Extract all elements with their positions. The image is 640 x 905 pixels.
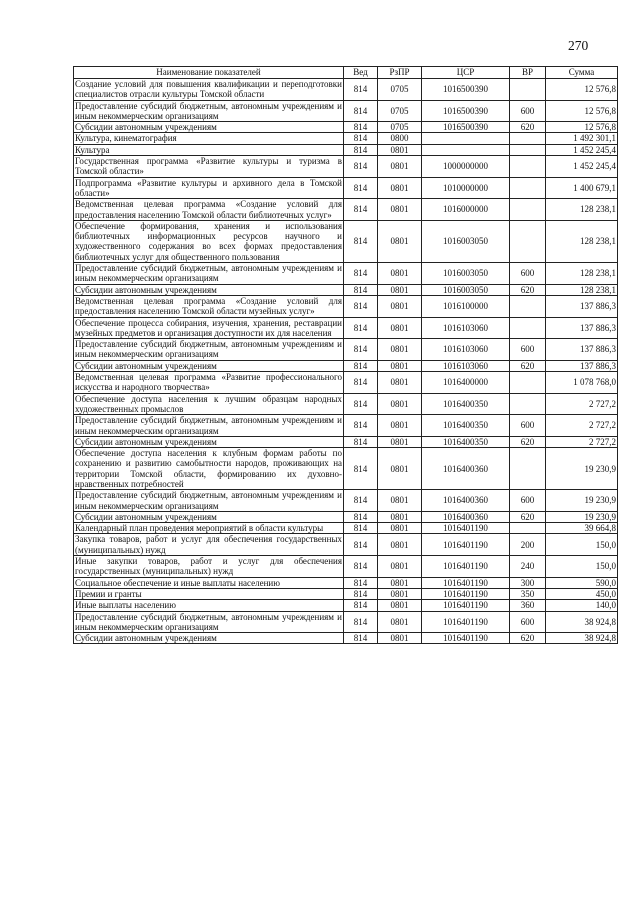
row-vr [510, 220, 546, 262]
row-name: Предоставление субсидий бюджетным, автономным учреждениям и иным некоммерческим организациям [75, 490, 342, 511]
row-vr: 300 [510, 577, 546, 588]
row-name: Предоставление субсидий бюджетным, автономным учреждениям и иным некоммерческим организациям [75, 415, 342, 436]
row-name: Ведомственная целевая программа «Создание условий для предоставления населению Томской области музейных услуг» [75, 295, 342, 317]
row-ved: 814 [344, 156, 378, 178]
row-name: Субсидии автономным учреждениям [74, 436, 344, 447]
row-vr: 200 [510, 534, 546, 556]
table-row [74, 600, 618, 611]
row-rzpr: 0801 [378, 600, 422, 611]
row-csr: 1016500390 [422, 100, 510, 122]
header-vr: ВР [510, 67, 546, 79]
row-name: Закупка товаров, работ и услуг для обеспечения государственных (муниципальных) нужд [75, 534, 342, 555]
row-ved: 814 [344, 415, 378, 437]
row-csr: 1016401190 [422, 633, 510, 644]
table-row [74, 79, 618, 101]
table-row [74, 295, 618, 317]
row-ved: 814 [344, 79, 378, 101]
row-rzpr: 0801 [378, 534, 422, 556]
row-name: Обеспечение формирования, хранения и использования библиотечных информационных ресурсов научного и художественного содержания во всех формах предоставления библиотечных услуг для общественного пользования [75, 220, 342, 262]
row-rzpr: 0801 [378, 511, 422, 522]
row-csr: 1016401190 [422, 556, 510, 578]
row-csr: 1016000000 [422, 199, 510, 221]
row-name: Иные выплаты населению [74, 600, 344, 611]
table-row [74, 556, 618, 578]
header-ved: Вед [344, 67, 378, 79]
row-rzpr: 0705 [378, 122, 422, 133]
table-row [74, 523, 618, 534]
row-sum: 12 576,8 [546, 100, 618, 122]
row-csr: 1016401190 [422, 534, 510, 556]
table-row [74, 511, 618, 522]
row-csr: 1016003050 [422, 220, 510, 262]
table-row [74, 317, 618, 339]
row-csr: 1016003050 [422, 284, 510, 295]
table-row [74, 534, 618, 556]
row-vr [510, 393, 546, 415]
row-ved: 814 [344, 577, 378, 588]
row-sum: 140,0 [546, 600, 618, 611]
row-ved: 814 [344, 177, 378, 199]
table-row [74, 133, 618, 144]
row-vr [510, 448, 546, 490]
row-csr: 1016400360 [422, 511, 510, 522]
row-vr [510, 317, 546, 339]
row-ved: 814 [344, 295, 378, 317]
header-name: Наименование показателей [74, 67, 344, 79]
row-sum: 12 576,8 [546, 122, 618, 133]
row-rzpr: 0801 [378, 177, 422, 199]
row-vr: 620 [510, 122, 546, 133]
row-name: Субсидии автономным учреждениям [74, 360, 344, 371]
row-csr: 1016400350 [422, 393, 510, 415]
row-vr [510, 133, 546, 144]
row-name: Предоставление субсидий бюджетным, автономным учреждениям и иным некоммерческим организациям [75, 263, 342, 284]
row-ved: 814 [344, 490, 378, 512]
row-vr: 600 [510, 415, 546, 437]
row-ved: 814 [344, 220, 378, 262]
row-csr: 1010000000 [422, 177, 510, 199]
row-vr: 600 [510, 263, 546, 285]
row-csr: 1016401190 [422, 600, 510, 611]
table-row [74, 372, 618, 394]
row-vr: 620 [510, 360, 546, 371]
row-vr: 240 [510, 556, 546, 578]
row-name: Субсидии автономным учреждениям [74, 284, 344, 295]
row-sum: 128 238,1 [546, 263, 618, 285]
row-ved: 814 [344, 511, 378, 522]
row-name: Ведомственная целевая программа «Развитие профессионального искусства и народного творчества» [75, 372, 342, 393]
row-rzpr: 0801 [378, 393, 422, 415]
row-vr: 600 [510, 490, 546, 512]
table-row [74, 284, 618, 295]
row-vr: 600 [510, 339, 546, 361]
row-csr: 1016401190 [422, 577, 510, 588]
row-name: Подпрограмма «Развитие культуры и архивного дела в Томской области» [75, 177, 342, 198]
row-csr [422, 133, 510, 144]
row-csr: 1016500390 [422, 79, 510, 101]
row-rzpr: 0801 [378, 263, 422, 285]
row-sum: 2 727,2 [546, 415, 618, 437]
row-rzpr: 0801 [378, 448, 422, 490]
budget-table [73, 66, 618, 644]
row-rzpr: 0801 [378, 144, 422, 155]
row-csr: 1016400360 [422, 448, 510, 490]
row-ved: 814 [344, 633, 378, 644]
table-row [74, 360, 618, 371]
row-name: Премии и гранты [74, 588, 344, 599]
row-rzpr: 0801 [378, 556, 422, 578]
table-row [74, 436, 618, 447]
row-name: Предоставление субсидий бюджетным, автономным учреждениям и иным некоммерческим организациям [75, 611, 342, 632]
row-sum: 1 492 301,1 [546, 133, 618, 144]
row-rzpr: 0801 [378, 220, 422, 262]
row-name: Обеспечение процесса собирания, изучения, хранения, реставрации музейных предметов и организация доступности их для населения [75, 317, 342, 338]
row-sum: 137 886,3 [546, 317, 618, 339]
row-sum: 137 886,3 [546, 339, 618, 361]
table-row [74, 122, 618, 133]
row-sum: 128 238,1 [546, 220, 618, 262]
table-row [74, 144, 618, 155]
row-sum: 128 238,1 [546, 199, 618, 221]
row-csr: 1016400350 [422, 415, 510, 437]
table-row [74, 339, 618, 361]
row-csr: 1016400360 [422, 490, 510, 512]
row-csr: 1016500390 [422, 122, 510, 133]
row-vr [510, 199, 546, 221]
row-sum: 1 400 679,1 [546, 177, 618, 199]
row-ved: 814 [344, 588, 378, 599]
row-sum: 1 452 245,4 [546, 156, 618, 178]
row-csr: 1016100000 [422, 295, 510, 317]
row-vr [510, 295, 546, 317]
table-row [74, 611, 618, 633]
row-sum: 12 576,8 [546, 79, 618, 101]
row-rzpr: 0801 [378, 339, 422, 361]
row-name: Создание условий для повышения квалификации и переподготовки специалистов отрасли культуры Томской области [75, 79, 342, 100]
row-ved: 814 [344, 263, 378, 285]
row-sum: 450,0 [546, 588, 618, 599]
header-csr: ЦСР [422, 67, 510, 79]
row-csr: 1016401190 [422, 523, 510, 534]
row-csr: 1000000000 [422, 156, 510, 178]
table-row [74, 577, 618, 588]
row-sum: 2 727,2 [546, 436, 618, 447]
row-vr [510, 79, 546, 101]
row-vr [510, 177, 546, 199]
table-row [74, 156, 618, 178]
row-vr: 620 [510, 284, 546, 295]
row-sum: 137 886,3 [546, 295, 618, 317]
row-vr [510, 156, 546, 178]
row-rzpr: 0801 [378, 360, 422, 371]
row-name: Культура [74, 144, 344, 155]
row-ved: 814 [344, 284, 378, 295]
row-ved: 814 [344, 448, 378, 490]
row-csr: 1016400000 [422, 372, 510, 394]
row-rzpr: 0800 [378, 133, 422, 144]
row-vr: 620 [510, 633, 546, 644]
row-name: Субсидии автономным учреждениям [74, 633, 344, 644]
row-ved: 814 [344, 534, 378, 556]
row-rzpr: 0801 [378, 284, 422, 295]
row-sum: 150,0 [546, 556, 618, 578]
row-ved: 814 [344, 436, 378, 447]
row-ved: 814 [344, 339, 378, 361]
row-sum: 150,0 [546, 534, 618, 556]
row-name: Обеспечение доступа населения к лучшим образцам народных художественных промыслов [75, 393, 342, 414]
row-sum: 38 924,8 [546, 633, 618, 644]
row-ved: 814 [344, 144, 378, 155]
row-sum: 19 230,9 [546, 511, 618, 522]
row-sum: 1 452 245,4 [546, 144, 618, 155]
table-row [74, 199, 618, 221]
row-name: Иные закупки товаров, работ и услуг для обеспечения государственных (муниципальных) нужд [75, 556, 342, 577]
table-row [74, 100, 618, 122]
table-row [74, 220, 618, 262]
row-rzpr: 0801 [378, 588, 422, 599]
row-rzpr: 0801 [378, 633, 422, 644]
row-ved: 814 [344, 100, 378, 122]
row-rzpr: 0801 [378, 523, 422, 534]
row-sum: 590,0 [546, 577, 618, 588]
row-name: Субсидии автономным учреждениям [74, 511, 344, 522]
row-csr: 1016103060 [422, 317, 510, 339]
row-sum: 19 230,9 [546, 448, 618, 490]
row-name: Календарный план проведения мероприятий в области культуры [74, 523, 344, 534]
row-rzpr: 0705 [378, 79, 422, 101]
row-ved: 814 [344, 600, 378, 611]
row-sum: 19 230,9 [546, 490, 618, 512]
row-rzpr: 0801 [378, 611, 422, 633]
row-ved: 814 [344, 199, 378, 221]
row-vr [510, 523, 546, 534]
row-rzpr: 0801 [378, 490, 422, 512]
row-vr: 620 [510, 436, 546, 447]
row-name: Ведомственная целевая программа «Создание условий для предоставления населению Томской области библиотечных услуг» [75, 199, 342, 220]
row-ved: 814 [344, 611, 378, 633]
table-row [74, 588, 618, 599]
row-rzpr: 0801 [378, 577, 422, 588]
row-vr [510, 144, 546, 155]
row-name: Социальное обеспечение и иные выплаты населению [74, 577, 344, 588]
row-sum: 2 727,2 [546, 393, 618, 415]
row-name: Государственная программа «Развитие культуры и туризма в Томской области» [75, 156, 342, 177]
row-vr: 600 [510, 611, 546, 633]
page-number: 270 [568, 38, 589, 53]
table-row [74, 448, 618, 490]
row-rzpr: 0801 [378, 317, 422, 339]
row-ved: 814 [344, 372, 378, 394]
row-rzpr: 0801 [378, 295, 422, 317]
table-row [74, 263, 618, 285]
row-vr: 350 [510, 588, 546, 599]
row-sum: 38 924,8 [546, 611, 618, 633]
row-ved: 814 [344, 556, 378, 578]
row-csr: 1016401190 [422, 611, 510, 633]
row-rzpr: 0801 [378, 372, 422, 394]
row-csr: 1016400350 [422, 436, 510, 447]
row-ved: 814 [344, 133, 378, 144]
row-vr: 620 [510, 511, 546, 522]
row-rzpr: 0801 [378, 415, 422, 437]
row-name: Культура, кинематография [74, 133, 344, 144]
row-rzpr: 0801 [378, 156, 422, 178]
row-sum: 1 078 768,0 [546, 372, 618, 394]
row-vr: 600 [510, 100, 546, 122]
row-ved: 814 [344, 393, 378, 415]
table-row [74, 177, 618, 199]
header-rzpr: РзПР [378, 67, 422, 79]
row-ved: 814 [344, 122, 378, 133]
row-rzpr: 0801 [378, 436, 422, 447]
row-csr [422, 144, 510, 155]
table-row [74, 393, 618, 415]
row-name: Предоставление субсидий бюджетным, автономным учреждениям и иным некоммерческим организациям [75, 100, 342, 121]
table-row [74, 633, 618, 644]
row-ved: 814 [344, 523, 378, 534]
row-csr: 1016103060 [422, 339, 510, 361]
row-ved: 814 [344, 360, 378, 371]
row-vr [510, 372, 546, 394]
row-csr: 1016003050 [422, 263, 510, 285]
row-name: Обеспечение доступа населения к клубным формам работы по сохранению и развитию самобытности народов, проживающих на территории Томской области, формированию их духовно-нравственных потребностей [75, 448, 342, 489]
row-sum: 128 238,1 [546, 284, 618, 295]
row-sum: 137 886,3 [546, 360, 618, 371]
row-csr: 1016401190 [422, 588, 510, 599]
table-row [74, 490, 618, 512]
row-sum: 39 664,8 [546, 523, 618, 534]
table-row [74, 415, 618, 437]
row-vr: 360 [510, 600, 546, 611]
row-name: Предоставление субсидий бюджетным, автономным учреждениям и иным некоммерческим организациям [75, 339, 342, 360]
table-header-row [74, 67, 618, 79]
row-csr: 1016103060 [422, 360, 510, 371]
row-rzpr: 0801 [378, 199, 422, 221]
row-rzpr: 0705 [378, 100, 422, 122]
row-ved: 814 [344, 317, 378, 339]
header-sum: Сумма [546, 67, 618, 79]
row-name: Субсидии автономным учреждениям [74, 122, 344, 133]
